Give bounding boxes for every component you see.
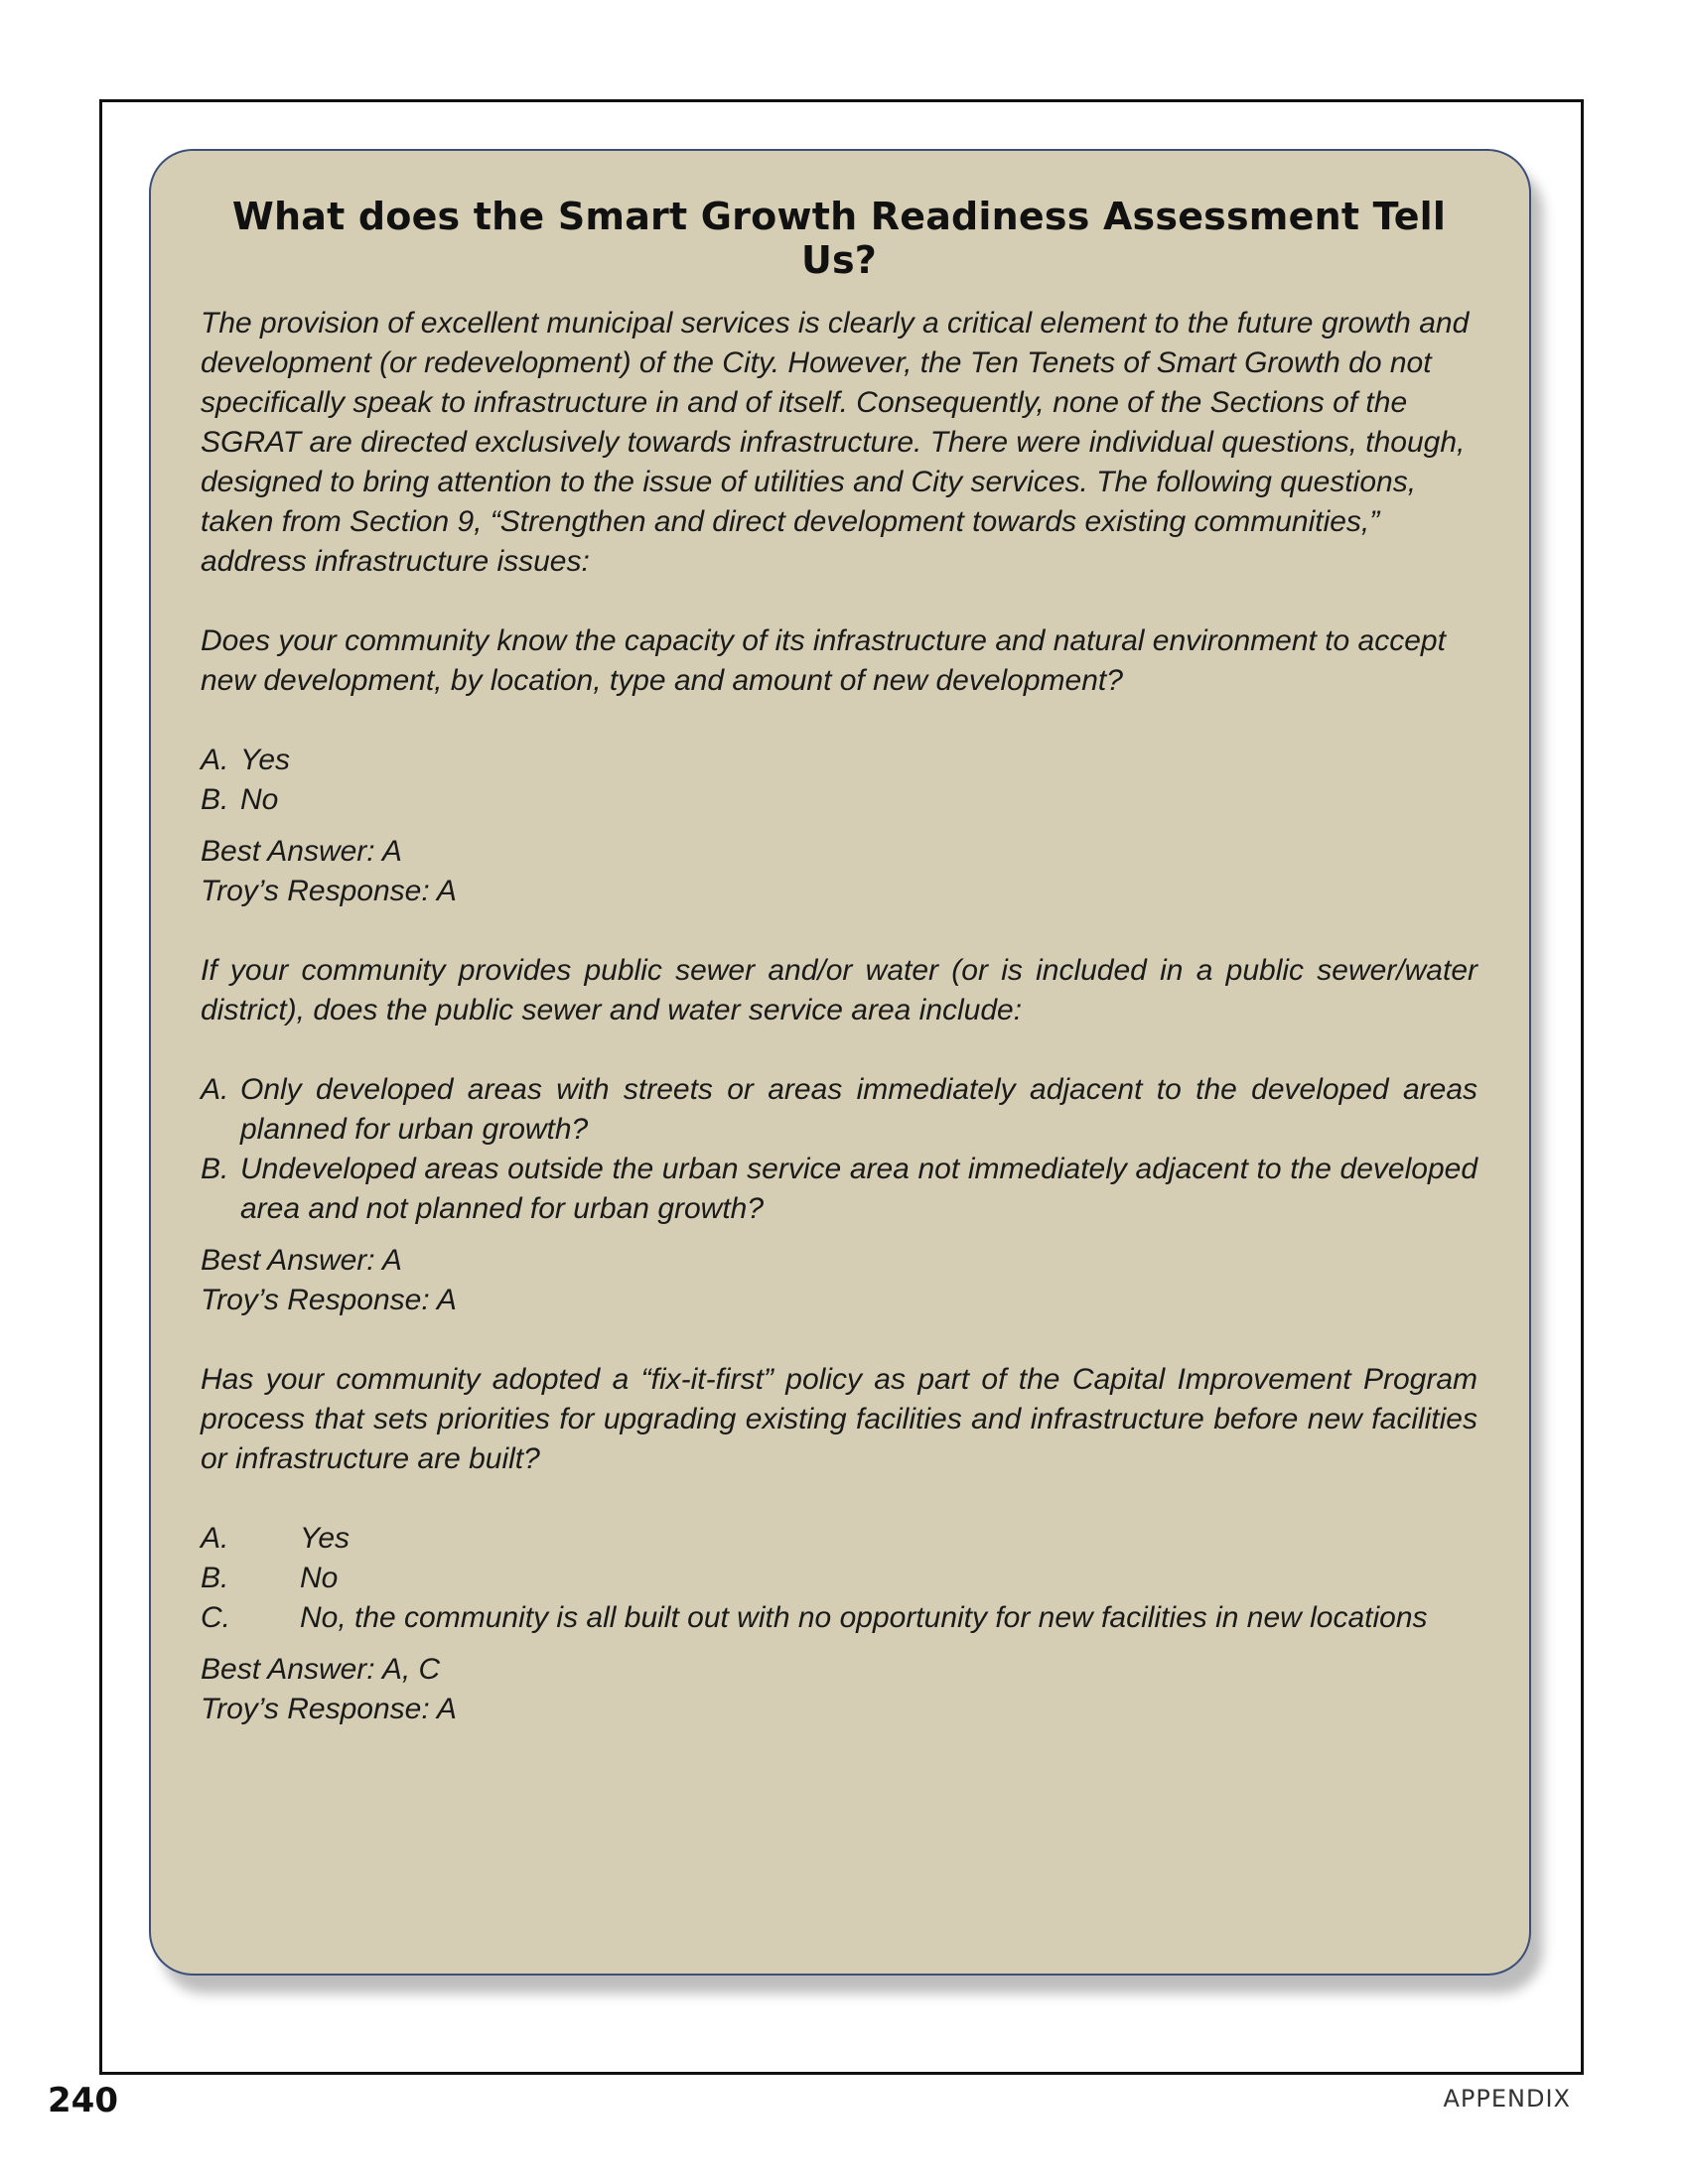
- page-title: What does the Smart Growth Readiness Assessment Tell Us?: [231, 195, 1447, 282]
- question-1-option-b: [201, 780, 1477, 820]
- question-3-option-a: [201, 1519, 1477, 1559]
- content-panel: [149, 149, 1531, 1976]
- option-letter: B.: [201, 1153, 229, 1185]
- question-2-option-b: [201, 1150, 1477, 1229]
- option-text: Only developed areas with streets or areas immediately adjacent to the developed areas planned for urban growth?: [240, 1073, 1477, 1146]
- option-letter: B.: [201, 783, 229, 816]
- option-text: No: [240, 783, 279, 816]
- option-letter: B.: [201, 1562, 229, 1594]
- option-text: Yes: [300, 1522, 351, 1555]
- option-text: No: [300, 1562, 339, 1594]
- question-3: Has your community adopted a “fix-it-first” policy as part of the Capital Improvement Program process that sets priorities for upgrading existing facilities and infrastructure before new facilities or infrastructure are built?: [201, 1363, 1477, 1475]
- option-text: Yes: [240, 744, 291, 776]
- question-1: Does your community know the capacity of its infrastructure and natural environment to accept new development, by location, type and amount of new development?: [201, 624, 1446, 697]
- option-text: No, the community is all built out with no opportunity for new facilities in new locations: [300, 1601, 1428, 1634]
- question-3-option-c: [201, 1598, 1477, 1638]
- option-text: Undeveloped areas outside the urban service area not immediately adjacent to the developed area and not planned for urban growth?: [240, 1153, 1477, 1225]
- question-3-troy-response: Troy’s Response: A: [201, 1693, 457, 1725]
- question-2-best-answer: Best Answer: A: [201, 1244, 402, 1277]
- page-number: 240: [48, 2081, 118, 2120]
- option-letter: A.: [201, 1073, 229, 1106]
- question-1-troy-response: Troy’s Response: A: [201, 875, 457, 907]
- question-1-best-answer: Best Answer: A: [201, 835, 402, 868]
- question-2-option-a: [201, 1070, 1477, 1150]
- section-label: APPENDIX: [1443, 2085, 1571, 2113]
- question-3-option-b: [201, 1559, 1477, 1598]
- option-letter: A.: [201, 1522, 229, 1555]
- question-3-best-answer: Best Answer: A, C: [201, 1653, 441, 1686]
- intro-paragraph: The provision of excellent municipal services is clearly a critical element to the future growth and development (or redevelopment) of the City. However, the Ten Tenets of Smart Growth do not specifically speak to infrastructure in and of itself. Consequently, none of the Sections of the SGRAT are directed exclusively towards infrastructure. There were individual questions, though, designed to bring attention to the issue of utilities and City services. The following questions, taken from Section 9, “Strengthen and direct development towards existing communities,” address infrastructure issues:: [201, 307, 1470, 578]
- question-2: If your community provides public sewer and/or water (or is included in a public sewer/water district), does the public sewer and water service area include:: [201, 954, 1477, 1026]
- question-2-troy-response: Troy’s Response: A: [201, 1284, 457, 1316]
- question-1-option-a: [201, 741, 1477, 780]
- option-letter: A.: [201, 744, 229, 776]
- option-letter: C.: [201, 1601, 230, 1634]
